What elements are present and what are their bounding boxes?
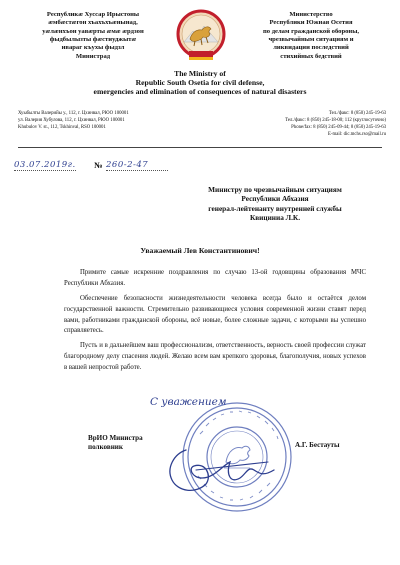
contact-line: Тел./факс: 8 (850) 245-19-63 [328,111,386,116]
body-paragraph: Пусть и в дальнейшем ваш профессионализм, ответственность, верность своей профессии служат благородному делу спасения людей. Желаю всем вам крепкого здоровья, благополучия, новых успехов в вашей непростой работе. [64,342,366,371]
header-right-line: стихийных бедствий [280,52,342,60]
header-right-title [236,11,386,61]
header-right-line: ликвидации последствий [273,44,349,52]
salutation: Уважаемый Лев Константинович! [140,246,260,255]
body-paragraph: Примите самые искренние поздравления по случаю 13-ой годовщины образования МЧС Республики Абхазия. [64,269,366,287]
contact-line: Тел./факс: 8 (850) 245-18-00; 112 (круглосуточно) [285,117,386,123]
contact-info [236,111,386,139]
header-right-line: чрезвычайным ситуациям и [268,36,354,44]
header-left-line: æмбæстæгон хъахъхъæнынад, [48,19,138,27]
header-english-title [0,69,400,96]
header-left-title [18,11,168,61]
address-line: Khubulov V. st., 112, Tskhinval, RSO 100001 [18,124,106,130]
signatory-title [88,434,188,452]
header-left-line: фыдбылызты фæстиуджытæ [49,36,137,44]
signatory-name: А.Г. Бестауты [295,441,340,449]
addressee-line: генерал-лейтенанту внутренней службы [208,203,342,213]
date-underline [14,170,76,171]
english-title-line: The Ministry of [174,69,226,78]
address-line: ул. Валерия Хубулова, 112, г. Цхинвал, РЮО 100001 [18,117,125,123]
signatory-title-line: полковник [88,443,123,452]
handwritten-closing: С уважением [150,396,227,408]
header-right-line: по делам гражданской обороны, [262,27,360,35]
contact-line: Phone/fax: 8 (850) 245-09-44; 8 (850) 245-19-63 [291,124,386,130]
registration-line [14,160,194,176]
number-label: № [94,160,103,170]
header-left-line: уæлæнхъон уавæрты æмæ æрдзон [42,27,144,35]
coat-of-arms-icon [175,4,227,66]
header-left-line: ивараг къухы фыдзл [61,44,125,52]
address-line: Хуыбылты Валерийы у., 112, г. Цхинвал, РЮО 100001 [18,111,129,116]
header-left-line: Министрад [75,52,111,60]
addressee-line: Квициниа Л.К. [249,212,301,222]
signatory-title-line: ВрИО Министра [88,434,143,442]
addressee-line: Министру по чрезвычайным ситуациям [208,185,342,194]
body-paragraph: Обеспечение безопасности жизнедеятельности человека всегда было и остаётся делом государственной важности. Стремительно развивающиеся условия современной жизни ставят перед вами, работниками гражданской обороны, всё новые, более сложные задачи, с которыми вы успешно справляетесь. [64,294,366,335]
english-title-line: Republic South Osetia for civil defense, [135,78,265,87]
header-left-line: Республикæ Хуссар Ирыстоны [46,11,140,18]
registration-date: 03.07.2019г. [14,160,76,170]
letter-body [64,268,366,378]
header-right-line: Министерство [289,11,333,18]
header-right-line: Республики Южная Осетия [269,19,353,27]
number-underline [106,170,168,171]
postal-address [18,111,208,132]
addressee-block [150,185,400,222]
contact-email: E-mail: dic.mchs.rso@mail.ru [328,131,386,137]
header-divider [18,147,382,148]
addressee-line: Республики Абхазия [241,194,309,204]
english-title-line: emergencies and elimination of consequences of natural disasters [93,87,307,96]
registration-number: 260-2-47 [106,160,149,170]
